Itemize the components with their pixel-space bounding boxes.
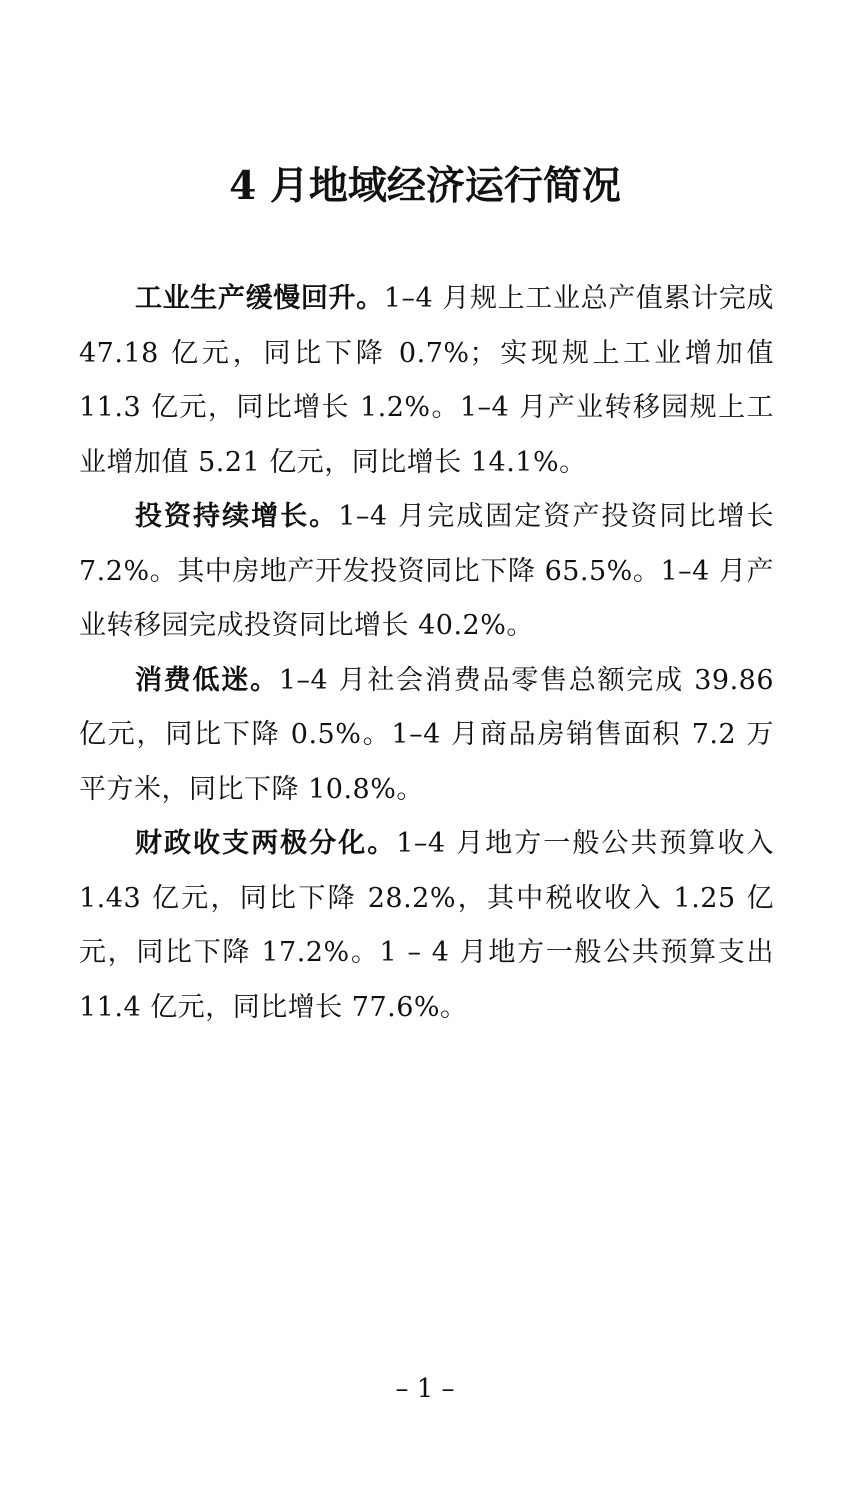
paragraph-text: 1–4 月地方一般公共预算收入 1.43 亿元，同比下降 28.2%，其中税收收入 1.25 亿元，同比下降 17.2%。1 – 4 月地方一般公共预算支出 11.4 亿元，同比增长 77.6%。: [79, 828, 774, 1023]
document-body: [79, 272, 774, 1035]
document-title: 4 月地域经济运行简况: [229, 163, 621, 209]
paragraph-text: 1–4 月完成固定资产投资同比增长 7.2%。其中房地产开发投资同比下降 65.5%。1–4 月产业转移园完成投资同比增长 40.2%。: [79, 501, 774, 641]
paragraph-lead: 投资持续增长。: [135, 501, 339, 532]
paragraph-consumption: [79, 654, 774, 818]
paragraph-text: 1–4 月规上工业总产值累计完成 47.18 亿元，同比下降 0.7%；实现规上工业增加值 11.3 亿元，同比增长 1.2%。1–4 月产业转移园规上工业增加值 5.21 亿元，同比增长 14.1%。: [79, 283, 774, 478]
paragraph-fiscal: [79, 817, 774, 1035]
paragraph-lead: 消费低迷。: [135, 664, 279, 696]
paragraph-lead: 财政收支两极分化。: [135, 828, 397, 859]
paragraph-investment: [79, 490, 774, 654]
paragraph-industrial-production: [79, 272, 774, 490]
paragraph-text: 1–4 月社会消费品零售总额完成 39.86 亿元，同比下降 0.5%。1–4 月商品房销售面积 7.2 万平方米，同比下降 10.8%。: [79, 664, 775, 805]
page-number: – 1 –: [395, 1374, 455, 1404]
paragraph-lead: 工业生产缓慢回升。: [135, 283, 384, 314]
